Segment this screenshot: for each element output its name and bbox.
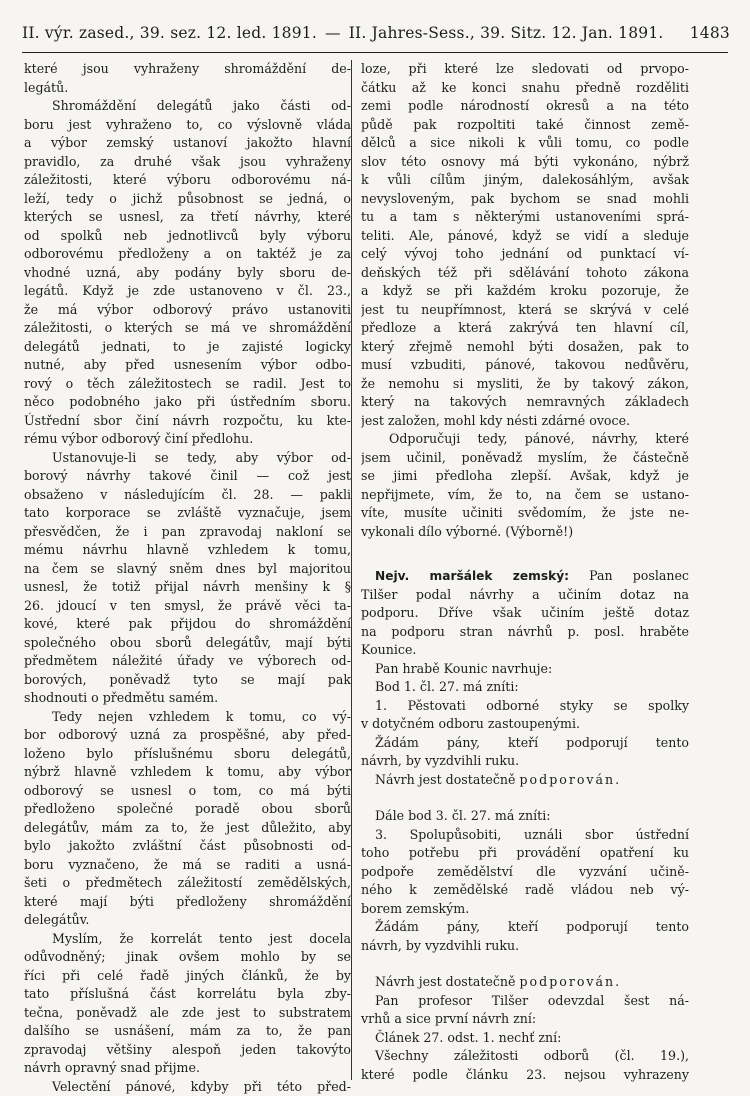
text-line: ného k zemědělské radě vládou neb vý- bbox=[361, 881, 689, 900]
header-separator: — bbox=[325, 24, 341, 42]
text-line: zpravodaj většiny alespoň jeden takovýto bbox=[24, 1041, 351, 1060]
motion-supported-emph: podporován. bbox=[519, 974, 621, 989]
text-line: boru jest vyhraženo to, co výslovně vláda bbox=[24, 116, 351, 135]
text-line: něco podobného jako při ústředním sboru. bbox=[24, 393, 351, 412]
text-line: toho potřebu při provádění opatření ku bbox=[361, 844, 689, 863]
page-number: 1483 bbox=[690, 24, 730, 42]
spacer bbox=[361, 541, 689, 567]
text-line: Velectění pánové, kdyby při této před- bbox=[24, 1078, 351, 1096]
text-line: teliti. Ale, pánové, když se vidí a sleduje bbox=[361, 227, 689, 246]
text-line: loze, při které lze sledovati od prvopo- bbox=[361, 60, 689, 79]
text-line: dělců a sice nikoli k vůli tomu, co podle bbox=[361, 134, 689, 153]
text-line: delegátů jednati, to je zajisté logicky bbox=[24, 338, 351, 357]
text-line: boru vyznačeno, že má se raditi a usná- bbox=[24, 856, 351, 875]
text-line: říci při celé řadě jiných článků, že by bbox=[24, 967, 351, 986]
header-german: II. Jahres-Sess., 39. Sitz. 12. Jan. 1891. bbox=[349, 24, 664, 42]
text-line: předloze a která zakrývá ten hlavní cíl, bbox=[361, 319, 689, 338]
text-line: kterých se usnesl, za třetí návrhy, které bbox=[24, 208, 351, 227]
text-line: mému návrhu hlavně vzhledem k tomu, bbox=[24, 541, 351, 560]
text-line: 26. jdoucí v ten smysl, že právě věci ta- bbox=[24, 597, 351, 616]
text-line: na čem se slavný sněm dnes byl majoritou bbox=[24, 560, 351, 579]
text-line: Shromáždění delegátů jako části od- bbox=[24, 97, 351, 116]
text-line: Pan hrabě Kounic navrhuje: bbox=[361, 660, 689, 679]
text-line: jest založen, mohl kdy nésti zdárné ovoce. bbox=[361, 412, 689, 431]
text-line: návrh, by vyzdvihli ruku. bbox=[361, 752, 689, 771]
motion-supported-label: Návrh jest dostatečně bbox=[375, 772, 515, 787]
header-czech: II. výr. zased., 39. sez. 12. led. 1891. bbox=[22, 24, 317, 42]
text-line: bor odborový uzná za prospěšné, aby před- bbox=[24, 726, 351, 745]
text-line bbox=[361, 771, 689, 790]
text-line: Tedy nejen vzhledem k tomu, co vý- bbox=[24, 708, 351, 727]
header-rule bbox=[22, 52, 728, 53]
text-line: kové, které pak přijdou do shromáždění bbox=[24, 615, 351, 634]
text-line bbox=[361, 567, 689, 586]
text-line: dalšího se usnášení, mám za to, že pan bbox=[24, 1022, 351, 1041]
text-line: shodnouti o předmětu samém. bbox=[24, 689, 351, 708]
text-line: tato příslušná část korrelátu byla zby- bbox=[24, 985, 351, 1004]
text-line: šeti o předmětech záležitostí zemědělských, bbox=[24, 874, 351, 893]
text-line: 3. Spolupůsobiti, uználi sbor ústřední bbox=[361, 826, 689, 845]
text-line: čátku až ke konci snahu předně rozděliti bbox=[361, 79, 689, 98]
text-line: vrhů a sice první návrh zní: bbox=[361, 1010, 689, 1029]
text-line: jest tu neupřímnost, která se skrývá v celé bbox=[361, 301, 689, 320]
text-line: Myslím, že korrelát tento jest docela bbox=[24, 930, 351, 949]
text-line: Ustanovuje-li se tedy, aby výbor od- bbox=[24, 449, 351, 468]
text-line: zemi podle národností okresů a na této bbox=[361, 97, 689, 116]
text-line: odůvodněný; jinak ovšem mohlo by se bbox=[24, 948, 351, 967]
text-line: tu a tam s některými ustanoveními sprá- bbox=[361, 208, 689, 227]
text-line: Žádám pány, kteří podporují tento bbox=[361, 918, 689, 937]
text-line: delegátův. bbox=[24, 911, 351, 930]
text-line: loženo bylo příslušnému sboru delegátů, bbox=[24, 745, 351, 764]
speaker-text: Pan poslanec bbox=[589, 568, 689, 583]
text-line: nýbrž hlavně vzhledem k tomu, aby výbor bbox=[24, 763, 351, 782]
text-line: nutné, aby před usnesením výbor odbo- bbox=[24, 356, 351, 375]
text-line: slov této osnovy má býti vykonáno, nýbrž bbox=[361, 153, 689, 172]
text-line: Všechny záležitosti odborů (čl. 19.), bbox=[361, 1047, 689, 1066]
text-line: se jimi předloha zlepší. Avšak, když je bbox=[361, 467, 689, 486]
text-line: v dotyčném odboru zastoupenými. bbox=[361, 715, 689, 734]
text-line: půdě pak rozpoltiti také činnost země- bbox=[361, 116, 689, 135]
text-line: 1. Pěstovati odborné styky se spolky bbox=[361, 697, 689, 716]
text-line: Ústřední sbor činí návrh rozpočtu, ku kte- bbox=[24, 412, 351, 431]
spacer bbox=[361, 955, 689, 973]
text-line: které jsou vyhraženy shromáždění de- bbox=[24, 60, 351, 79]
text-line: borový návrhy takové činil — což jest bbox=[24, 467, 351, 486]
text-line: a když se při každém kroku pozoruje, že bbox=[361, 282, 689, 301]
text-line: návrh, by vyzdvihli ruku. bbox=[361, 937, 689, 956]
text-line: které mají býti předloženy shromáždění bbox=[24, 893, 351, 912]
text-line: vykonali dílo výborné. (Výborně!) bbox=[361, 523, 689, 542]
text-line: víte, musíte učiniti svědomím, že jste ne- bbox=[361, 504, 689, 523]
text-line: musí vzbuditi, pánové, takovou nedůvěru, bbox=[361, 356, 689, 375]
text-line: k vůli cílům jiným, dalekosáhlým, avšak bbox=[361, 171, 689, 190]
text-line: Pan profesor Tilšer odevzdal šest ná- bbox=[361, 992, 689, 1011]
text-line: leží, tedy o jichž působnost se jedná, o bbox=[24, 190, 351, 209]
text-line: odborový se usnesl o tom, co má býti bbox=[24, 782, 351, 801]
text-line: borem zemským. bbox=[361, 900, 689, 919]
text-line: jsem učinil, poněvadž myslím, že částečně bbox=[361, 449, 689, 468]
text-line: Kounice. bbox=[361, 641, 689, 660]
text-line: Dále bod 3. čl. 27. má zníti: bbox=[361, 807, 689, 826]
text-line: obsaženo v následujícím čl. 28. — pakli bbox=[24, 486, 351, 505]
text-line: pravidlo, za druhé však jsou vyhraženy bbox=[24, 153, 351, 172]
text-line: Tilšer podal návrhy a učiním dotaz na bbox=[361, 586, 689, 605]
text-line: borových, poněvadž tyto se mají pak bbox=[24, 671, 351, 690]
text-line: deňských též při sdělávání tohoto zákona bbox=[361, 264, 689, 283]
text-line: vhodné uzná, aby podány byly sboru de- bbox=[24, 264, 351, 283]
text-line: rový o těch záležitostech se radil. Jest to bbox=[24, 375, 351, 394]
text-line: předmětem náležité úřady ve výborech od- bbox=[24, 652, 351, 671]
text-line: že nemohu si mysliti, že by takový zákon, bbox=[361, 375, 689, 394]
text-line: který na takových nemravných základech bbox=[361, 393, 689, 412]
text-line: Žádám pány, kteří podporují tento bbox=[361, 734, 689, 753]
text-line: celý vývoj toho jednání od punktací ví- bbox=[361, 245, 689, 264]
right-column bbox=[361, 60, 689, 1084]
spacer bbox=[361, 789, 689, 807]
text-line: které podle článku 23. nejsou vyhrazeny bbox=[361, 1066, 689, 1085]
speaker-name: Nejv. maršálek zemský: bbox=[375, 569, 569, 583]
text-line: tato korporace se zvláště vyznačuje, jsem bbox=[24, 504, 351, 523]
text-line: podporu. Dříve však učiním ještě dotaz bbox=[361, 604, 689, 623]
motion-supported-label: Návrh jest dostatečně bbox=[375, 974, 515, 989]
text-line: podpoře zemědělství dle vyzvání učině- bbox=[361, 863, 689, 882]
text-line: předloženo společné poradě obou sborů bbox=[24, 800, 351, 819]
motion-supported-emph: podporován. bbox=[519, 772, 621, 787]
text-line: záležitosti, které výboru odborovému ná- bbox=[24, 171, 351, 190]
running-header bbox=[22, 16, 730, 50]
text-line: tečna, poněvadž ale zde jest to substratem bbox=[24, 1004, 351, 1023]
text-line: legátů. bbox=[24, 79, 351, 98]
text-line: od spolků neb jednotlivců byly výboru bbox=[24, 227, 351, 246]
text-line: rému výbor odborový činí předlohu. bbox=[24, 430, 351, 449]
text-line: přesvědčen, že i pan zpravodaj nakloní se bbox=[24, 523, 351, 542]
text-line: bylo jakožto zvláštní část působnosti od- bbox=[24, 837, 351, 856]
text-line: že má výbor odborový právo ustanoviti bbox=[24, 301, 351, 320]
text-line: Odporučuji tedy, pánové, návrhy, které bbox=[361, 430, 689, 449]
text-line: Článek 27. odst. 1. nechť zní: bbox=[361, 1029, 689, 1048]
text-line: legátů. Když je zde ustanoveno v čl. 23., bbox=[24, 282, 351, 301]
text-line: Bod 1. čl. 27. má zníti: bbox=[361, 678, 689, 697]
text-line: návrh opravný snad přijme. bbox=[24, 1059, 351, 1078]
text-line: usnesl, že totiž přijal návrh menšiny k § bbox=[24, 578, 351, 597]
text-line: nevysloveným, pak bychom se snad mohli bbox=[361, 190, 689, 209]
column-divider bbox=[351, 60, 352, 1080]
text-line bbox=[361, 973, 689, 992]
text-line: na podporu stran návrhů p. posl. hraběte bbox=[361, 623, 689, 642]
text-line: a výbor zemský ustanoví jakožto hlavní bbox=[24, 134, 351, 153]
text-line: který zřejmě nemohl býti dosažen, pak to bbox=[361, 338, 689, 357]
text-line: odborovému předloženy a on taktéž je za bbox=[24, 245, 351, 264]
text-line: delegátův, mám za to, že jest důležito, aby bbox=[24, 819, 351, 838]
text-line: nepřijmete, vím, že to, na čem se ustano- bbox=[361, 486, 689, 505]
left-column bbox=[24, 60, 351, 1096]
text-line: záležitosti, o kterých se má ve shromáždění bbox=[24, 319, 351, 338]
text-line: společného obou sborů delegátův, mají býti bbox=[24, 634, 351, 653]
